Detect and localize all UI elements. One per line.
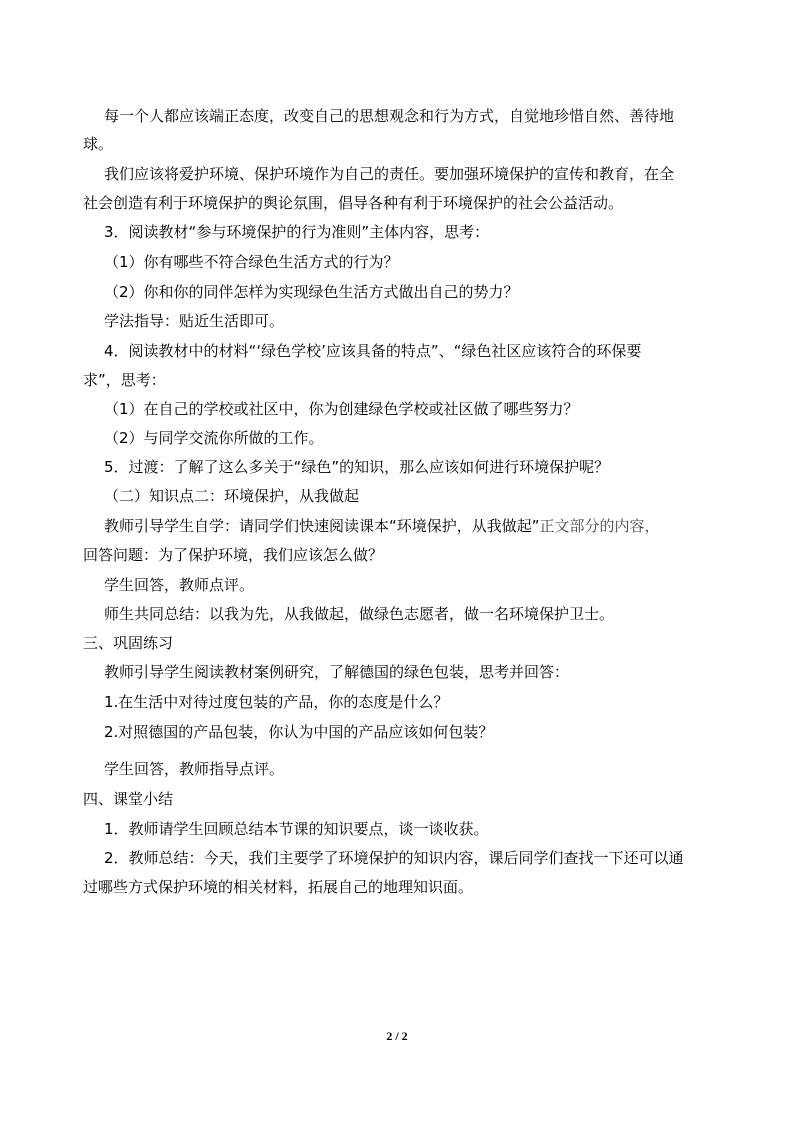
paragraph-line: 3．阅读教材“参与环境保护的行为准则”主体内容，思考：: [104, 223, 490, 241]
paragraph-line: 1．教师请学生回顾总结本节课的知识要点，谈一谈收获。: [104, 820, 489, 838]
section-heading: 四、课堂小结: [83, 790, 174, 808]
paragraph-line: （1）在自己的学校或社区中，你为创建绿色学校或社区做了哪些努力？: [104, 400, 579, 418]
page-number: 2 / 2: [386, 1029, 408, 1043]
paragraph-line: 求”，思考：: [83, 371, 166, 389]
paragraph-line: （1）你有哪些不符合绿色生活方式的行为？: [104, 253, 399, 271]
paragraph-line: 师生共同总结：以我为先，从我做起，做绿色志愿者，做一名环境保护卫士。: [104, 605, 615, 623]
paragraph-line: 1.在生活中对待过度包装的产品，你的态度是什么？: [104, 693, 449, 711]
paragraph-line: 过哪些方式保护环境的相关材料，拓展自己的地理知识面。: [83, 878, 474, 896]
paragraph-line: （2）你和你的同伴怎样为实现绿色生活方式做出自己的势力？: [104, 283, 519, 301]
paragraph-text: 教师引导学生自学：请同学们快速阅读课本“环境保护，从我做起”: [104, 517, 540, 535]
paragraph-line: 5．过渡：了解了这么多关于“绿色”的知识，那么应该如何进行环境保护呢？: [104, 458, 610, 476]
paragraph-line: 4．阅读教材中的材料“‘绿色学校’应该具备的特点”、“绿色社区应该符合的环保要: [104, 342, 642, 360]
paragraph-line: 球。: [83, 135, 114, 153]
paragraph-line: 学生回答，教师指导点评。: [104, 760, 285, 778]
section-heading: （二）知识点二：环境保护，从我做起: [104, 487, 360, 505]
paragraph-line: 教师引导学生阅读教材案例研究，了解德国的绿色包装，思考并回答：: [104, 663, 570, 681]
paragraph-line: 学法指导：贴近生活即可。: [104, 312, 285, 330]
paragraph-line: 2.对照德国的产品包装，你认为中国的产品应该如何包装？: [104, 723, 494, 741]
paragraph-line: [104, 516, 660, 536]
section-heading: 三、巩固练习: [83, 634, 174, 652]
paragraph-line: 2．教师总结：今天，我们主要学了环境保护的知识内容，课后同学们查找一下还可以通: [104, 849, 684, 867]
paragraph-line: 回答问题：为了保护环境，我们应该怎么做？: [83, 546, 384, 564]
paragraph-line: 我们应该将爱护环境、保护环境作为自己的责任。要加强环境保护的宣传和教育，在全: [104, 165, 675, 183]
paragraph-line: 学生回答，教师点评。: [104, 576, 255, 594]
paragraph-text-suffix: 正文部分的内容，: [539, 517, 660, 535]
paragraph-line: 社会创造有利于环境保护的舆论氛围，倡导各种有利于环境保护的社会公益活动。: [83, 194, 624, 212]
paragraph-line: 每一个人都应该端正态度，改变自己的思想观念和行为方式，自觉地珍惜自然、善待地: [104, 107, 675, 125]
paragraph-line: （2）与同学交流你所做的工作。: [104, 429, 324, 447]
